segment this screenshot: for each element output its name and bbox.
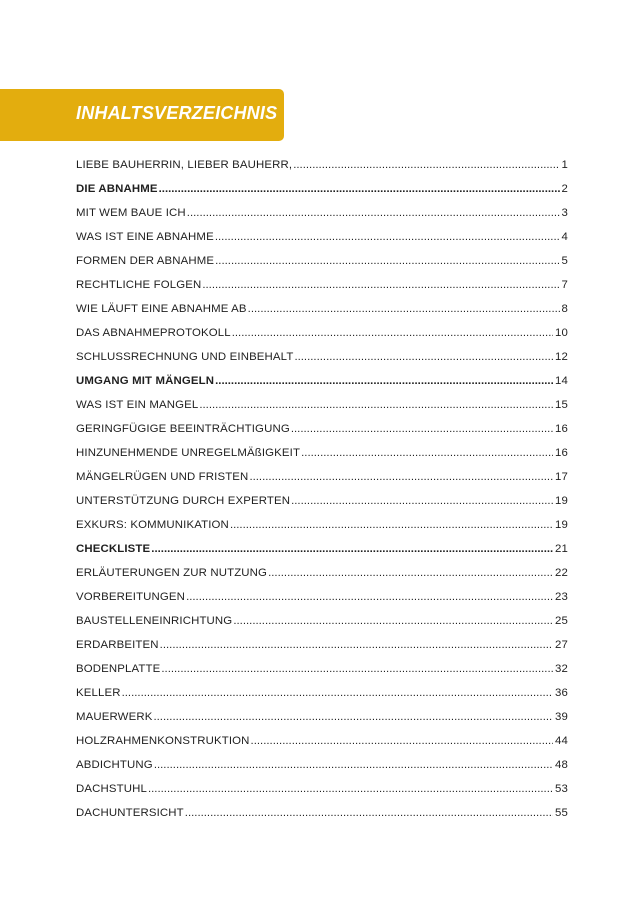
dot-leader (294, 351, 553, 363)
toc-entry[interactable] (76, 351, 568, 375)
toc-entry-page-number: 39 (555, 711, 568, 723)
toc-entry-label: RECHTLICHE FOLGEN (76, 279, 202, 291)
toc-entry[interactable] (76, 471, 568, 495)
dot-leader (215, 375, 553, 387)
toc-entry-label: SCHLUSSRECHNUNG UND EINBEHALT (76, 351, 294, 363)
toc-entry-label: BAUSTELLENEINRICHTUNG (76, 615, 233, 627)
toc-entry[interactable] (76, 327, 568, 351)
toc-entry-label: MAUERWERK (76, 711, 153, 723)
toc-entry-label: LIEBE BAUHERRIN, LIEBER BAUHERR, (76, 159, 293, 171)
toc-entry[interactable] (76, 639, 568, 663)
toc-entry-page-number: 12 (555, 351, 568, 363)
dot-leader (215, 231, 560, 243)
toc-entry-label: WAS IST EINE ABNAHME (76, 231, 214, 243)
toc-entry-label: DAS ABNAHMEPROTOKOLL (76, 327, 231, 339)
toc-entry-page-number: 48 (555, 759, 568, 771)
toc-entry[interactable] (76, 615, 568, 639)
dot-leader (301, 447, 553, 459)
toc-entry-page-number: 53 (555, 783, 568, 795)
toc-entry-page-number: 5 (561, 255, 568, 267)
toc-entry-label: KELLER (76, 687, 121, 699)
dot-leader (185, 807, 553, 819)
dot-leader (248, 303, 560, 315)
dot-leader (233, 615, 553, 627)
dot-leader (230, 519, 553, 531)
toc-entry[interactable] (76, 759, 568, 783)
toc-entry[interactable] (76, 519, 568, 543)
dot-leader (160, 639, 553, 651)
toc-entry[interactable] (76, 687, 568, 711)
toc-entry[interactable] (76, 711, 568, 735)
dot-leader (202, 279, 559, 291)
toc-entry-page-number: 44 (555, 735, 568, 747)
toc-entry-label: DIE ABNAHME (76, 183, 158, 195)
toc-entry-page-number: 16 (555, 423, 568, 435)
dot-leader (291, 423, 553, 435)
toc-entry-label: HOLZRAHMENKONSTRUKTION (76, 735, 250, 747)
toc-entry-page-number: 14 (555, 375, 568, 387)
toc-entry[interactable] (76, 735, 568, 759)
dot-leader (249, 471, 553, 483)
dot-leader (161, 663, 553, 675)
toc-entry-label: VORBEREITUNGEN (76, 591, 186, 603)
toc-entry-label: WIE LÄUFT EINE ABNAHME AB (76, 303, 247, 315)
dot-leader (122, 687, 553, 699)
toc-entry-page-number: 17 (555, 471, 568, 483)
toc-entry-page-number: 22 (555, 567, 568, 579)
toc-entry-label: GERINGFÜGIGE BEEINTRÄCHTIGUNG (76, 423, 290, 435)
dot-leader (187, 207, 560, 219)
toc-entry[interactable] (76, 399, 568, 423)
toc-entry[interactable] (76, 231, 568, 255)
table-of-contents (76, 159, 568, 831)
toc-entry[interactable] (76, 807, 568, 831)
toc-entry-page-number: 27 (555, 639, 568, 651)
dot-leader (153, 711, 553, 723)
toc-entry-label: ERLÄUTERUNGEN ZUR NUTZUNG (76, 567, 268, 579)
toc-entry-label: UNTERSTÜTZUNG DURCH EXPERTEN (76, 495, 291, 507)
dot-leader (232, 327, 553, 339)
dot-leader (251, 735, 553, 747)
toc-entry-label: BODENPLATTE (76, 663, 161, 675)
dot-leader (151, 543, 553, 555)
toc-entry[interactable] (76, 543, 568, 567)
toc-entry[interactable] (76, 279, 568, 303)
page-title: INHALTSVERZEICHNIS (76, 103, 278, 123)
toc-entry[interactable] (76, 423, 568, 447)
toc-entry-page-number: 55 (555, 807, 568, 819)
toc-entry-page-number: 16 (555, 447, 568, 459)
dot-leader (186, 591, 553, 603)
dot-leader (293, 159, 559, 171)
toc-entry[interactable] (76, 447, 568, 471)
toc-entry-page-number: 7 (561, 279, 568, 291)
toc-entry-page-number: 4 (561, 231, 568, 243)
toc-entry-page-number: 23 (555, 591, 568, 603)
dot-leader (215, 255, 559, 267)
toc-entry[interactable] (76, 375, 568, 399)
toc-entry-label: ERDARBEITEN (76, 639, 159, 651)
toc-entry[interactable] (76, 207, 568, 231)
dot-leader (268, 567, 553, 579)
toc-entry-label: HINZUNEHMENDE UNREGELMÄßIGKEIT (76, 447, 301, 459)
toc-entry[interactable] (76, 663, 568, 687)
toc-entry[interactable] (76, 591, 568, 615)
toc-entry-page-number: 15 (555, 399, 568, 411)
toc-entry[interactable] (76, 567, 568, 591)
toc-entry-label: EXKURS: KOMMUNIKATION (76, 519, 229, 531)
toc-entry-page-number: 25 (555, 615, 568, 627)
toc-entry[interactable] (76, 783, 568, 807)
toc-entry-label: MIT WEM BAUE ICH (76, 207, 186, 219)
dot-leader (154, 759, 553, 771)
toc-entry[interactable] (76, 495, 568, 519)
toc-entry-label: DACHSTUHL (76, 783, 147, 795)
toc-entry-page-number: 2 (561, 183, 568, 195)
toc-entry-label: ABDICHTUNG (76, 759, 153, 771)
toc-entry-page-number: 21 (555, 543, 568, 555)
toc-entry-page-number: 3 (561, 207, 568, 219)
toc-entry-page-number: 1 (561, 159, 568, 171)
toc-entry-page-number: 19 (555, 519, 568, 531)
toc-entry-label: DACHUNTERSICHT (76, 807, 184, 819)
dot-leader (148, 783, 553, 795)
toc-entry-page-number: 10 (555, 327, 568, 339)
toc-entry[interactable] (76, 303, 568, 327)
toc-entry[interactable] (76, 255, 568, 279)
toc-entry-label: WAS IST EIN MANGEL (76, 399, 199, 411)
toc-entry-label: UMGANG MIT MÄNGELN (76, 375, 215, 387)
toc-entry-page-number: 36 (555, 687, 568, 699)
title-banner (0, 89, 284, 141)
dot-leader (159, 183, 560, 195)
toc-entry-page-number: 8 (561, 303, 568, 315)
toc-entry-page-number: 32 (555, 663, 568, 675)
toc-entry-page-number: 19 (555, 495, 568, 507)
toc-entry-label: CHECKLISTE (76, 543, 151, 555)
toc-entry-label: MÄNGELRÜGEN UND FRISTEN (76, 471, 249, 483)
dot-leader (291, 495, 553, 507)
toc-entry[interactable] (76, 183, 568, 207)
toc-entry[interactable] (76, 159, 568, 183)
toc-entry-label: FORMEN DER ABNAHME (76, 255, 215, 267)
dot-leader (199, 399, 553, 411)
